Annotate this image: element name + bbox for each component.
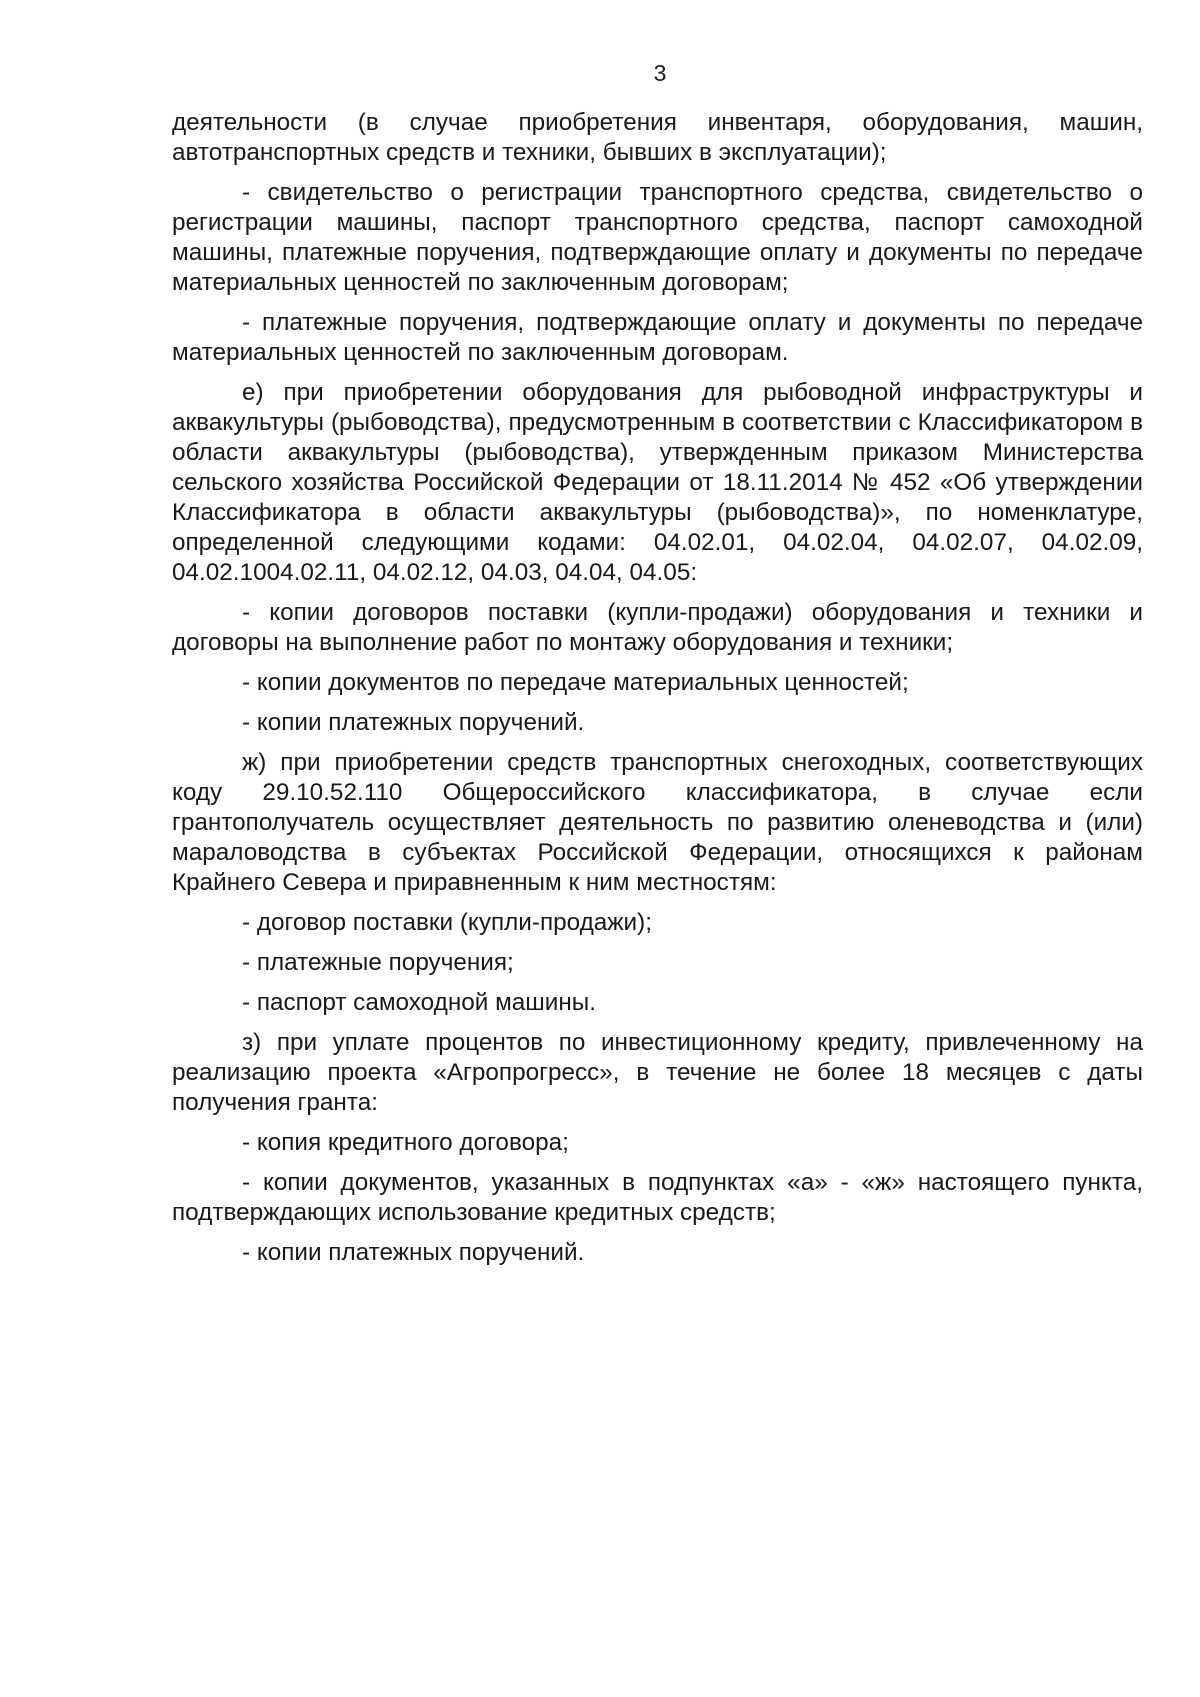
list-item: - копии документов, указанных в подпунктах «а» - «ж» настоящего пункта, подтверждающих использование кредитных средств;: [172, 1169, 1143, 1226]
list-item: - копии документов по передаче материальных ценностей;: [242, 669, 909, 696]
list-item: - свидетельство о регистрации транспортного средства, свидетельство о регистрации машины, паспорт транспортного средства, паспорт самоходной машины, платежные поручения, подтверждающие оплату и документы по передаче материальных ценностей по заключенным договорам;: [172, 179, 1143, 296]
subclause-e: е) при приобретении оборудования для рыбоводной инфраструктуры и аквакультуры (рыбоводства), предусмотренным в соответствии с Классификатором в области аквакультуры (рыбоводства), утвержденным приказом Министерства сельского хозяйства Российской Федерации от 18.11.2014 № 452 «Об утверждении Классификатора в области аквакультуры (рыбоводства)», по номенклатуре, определенной следующими кодами: 04.02.01, 04.02.04, 04.02.07, 04.02.09, 04.02.1004.02.11, 04.02.12, 04.03, 04.04, 04.05:: [172, 379, 1143, 586]
page-number: 3: [653, 60, 667, 86]
list-item: - платежные поручения, подтверждающие оплату и документы по передаче материальных ценностей по заключенным договорам.: [172, 309, 1143, 366]
list-item: - копия кредитного договора;: [242, 1129, 569, 1156]
document-body: [172, 108, 1143, 1278]
subclause-z: з) при уплате процентов по инвестиционному кредиту, привлеченному на реализацию проекта «Агропрогресс», в течение не более 18 месяцев с даты получения гранта:: [172, 1029, 1143, 1116]
list-item: - копии платежных поручений.: [242, 1239, 585, 1266]
list-item: - копии платежных поручений.: [242, 709, 585, 736]
subclause-zh: ж) при приобретении средств транспортных снегоходных, соответствующих коду 29.10.52.110 Общероссийского классификатора, в случае если грантополучатель осуществляет деятельность по развитию оленеводства и (или) мараловодства в субъектах Российской Федерации, относящихся к районам Крайнего Севера и приравненным к ним местностям:: [172, 749, 1143, 896]
list-item: - копии договоров поставки (купли-продажи) оборудования и техники и договоры на выполнение работ по монтажу оборудования и техники;: [172, 599, 1143, 656]
list-item: - паспорт самоходной машины.: [242, 989, 596, 1016]
list-item: - договор поставки (купли-продажи);: [242, 909, 652, 936]
list-item: - платежные поручения;: [242, 949, 514, 976]
paragraph: деятельности (в случае приобретения инвентаря, оборудования, машин, автотранспортных средств и техники, бывших в эксплуатации);: [172, 109, 1143, 166]
